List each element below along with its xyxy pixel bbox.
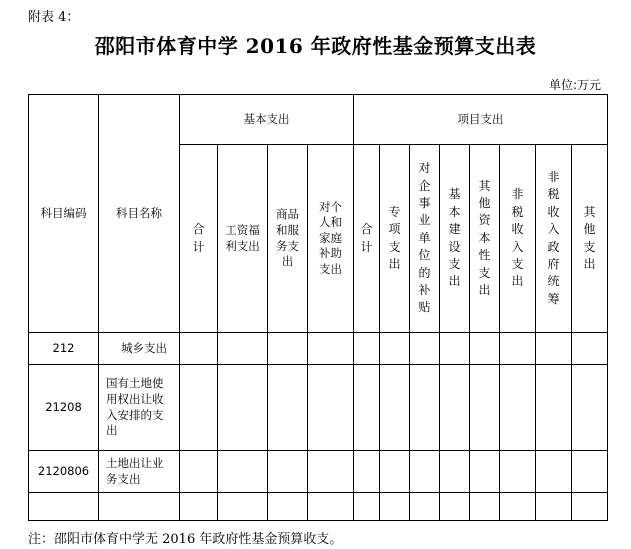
- cell: [572, 493, 608, 521]
- cell: [380, 493, 410, 521]
- row-code: 2120806: [29, 451, 99, 493]
- cell: [572, 365, 608, 451]
- table-row: [29, 493, 608, 521]
- cell: [536, 451, 572, 493]
- row-code: [29, 493, 99, 521]
- cell: [308, 333, 354, 365]
- cell: [470, 493, 500, 521]
- cell: [354, 451, 380, 493]
- cell: [440, 451, 470, 493]
- cell: [380, 333, 410, 365]
- cell: [470, 451, 500, 493]
- cell: [354, 493, 380, 521]
- header-subject-name: 科目名称: [99, 95, 180, 333]
- header-project-nontax: 非税收入支出: [500, 145, 536, 333]
- cell: [572, 333, 608, 365]
- cell: [218, 365, 268, 451]
- cell: [500, 451, 536, 493]
- cell: [308, 493, 354, 521]
- cell: [536, 365, 572, 451]
- cell: [180, 493, 218, 521]
- header-basic-wages: 工资福利支出: [218, 145, 268, 333]
- cell: [536, 333, 572, 365]
- attachment-label: 附表 4：: [28, 10, 80, 25]
- cell: [410, 333, 440, 365]
- header-basic-subsidy: 对个人和家庭补助支出: [308, 145, 354, 333]
- cell: [410, 365, 440, 451]
- cell: [218, 493, 268, 521]
- cell: [440, 493, 470, 521]
- row-code: 212: [29, 333, 99, 365]
- page-title: 邵阳市体育中学 2016 年政府性基金预算支出表: [94, 34, 537, 58]
- cell: [380, 365, 410, 451]
- cell: [470, 365, 500, 451]
- cell: [180, 333, 218, 365]
- header-project-construction: 基本建设支出: [440, 145, 470, 333]
- cell: [308, 451, 354, 493]
- header-project-total: 合计: [354, 145, 380, 333]
- cell: [572, 451, 608, 493]
- cell: [470, 333, 500, 365]
- header-project-group: 项目支出: [354, 95, 608, 145]
- cell: [440, 333, 470, 365]
- cell: [268, 451, 308, 493]
- cell: [440, 365, 470, 451]
- header-basic-group: 基本支出: [180, 95, 354, 145]
- cell: [500, 365, 536, 451]
- cell: [354, 365, 380, 451]
- header-subject-code: 科目编码: [29, 95, 99, 333]
- cell: [218, 333, 268, 365]
- cell: [308, 365, 354, 451]
- cell: [218, 451, 268, 493]
- header-basic-total: 合计: [180, 145, 218, 333]
- header-project-capital: 其他资本性支出: [470, 145, 500, 333]
- header-project-nontax-pool: 非税收入政府统筹: [536, 145, 572, 333]
- header-project-enterprise: 对企事业单位的补贴: [410, 145, 440, 333]
- row-code: 21208: [29, 365, 99, 451]
- row-name: 国有土地使用权出让收入安排的支出: [99, 365, 180, 451]
- row-name: 城乡支出: [99, 333, 180, 365]
- table-row: [29, 333, 608, 365]
- cell: [268, 493, 308, 521]
- cell: [354, 333, 380, 365]
- cell: [500, 493, 536, 521]
- budget-table: [28, 94, 608, 521]
- row-name: [99, 493, 180, 521]
- table-row: [29, 365, 608, 451]
- cell: [410, 451, 440, 493]
- cell: [536, 493, 572, 521]
- cell: [268, 365, 308, 451]
- unit-label: 单位:万元: [548, 78, 601, 92]
- footnote: 注：邵阳市体育中学无 2016 年政府性基金预算收支。: [28, 532, 343, 547]
- header-project-other: 其他支出: [572, 145, 608, 333]
- cell: [180, 365, 218, 451]
- cell: [380, 451, 410, 493]
- cell: [410, 493, 440, 521]
- header-basic-goods: 商品和服务支出: [268, 145, 308, 333]
- cell: [180, 451, 218, 493]
- table-row: [29, 451, 608, 493]
- cell: [500, 333, 536, 365]
- header-project-special: 专项支出: [380, 145, 410, 333]
- row-name: 土地出让业务支出: [99, 451, 180, 493]
- cell: [268, 333, 308, 365]
